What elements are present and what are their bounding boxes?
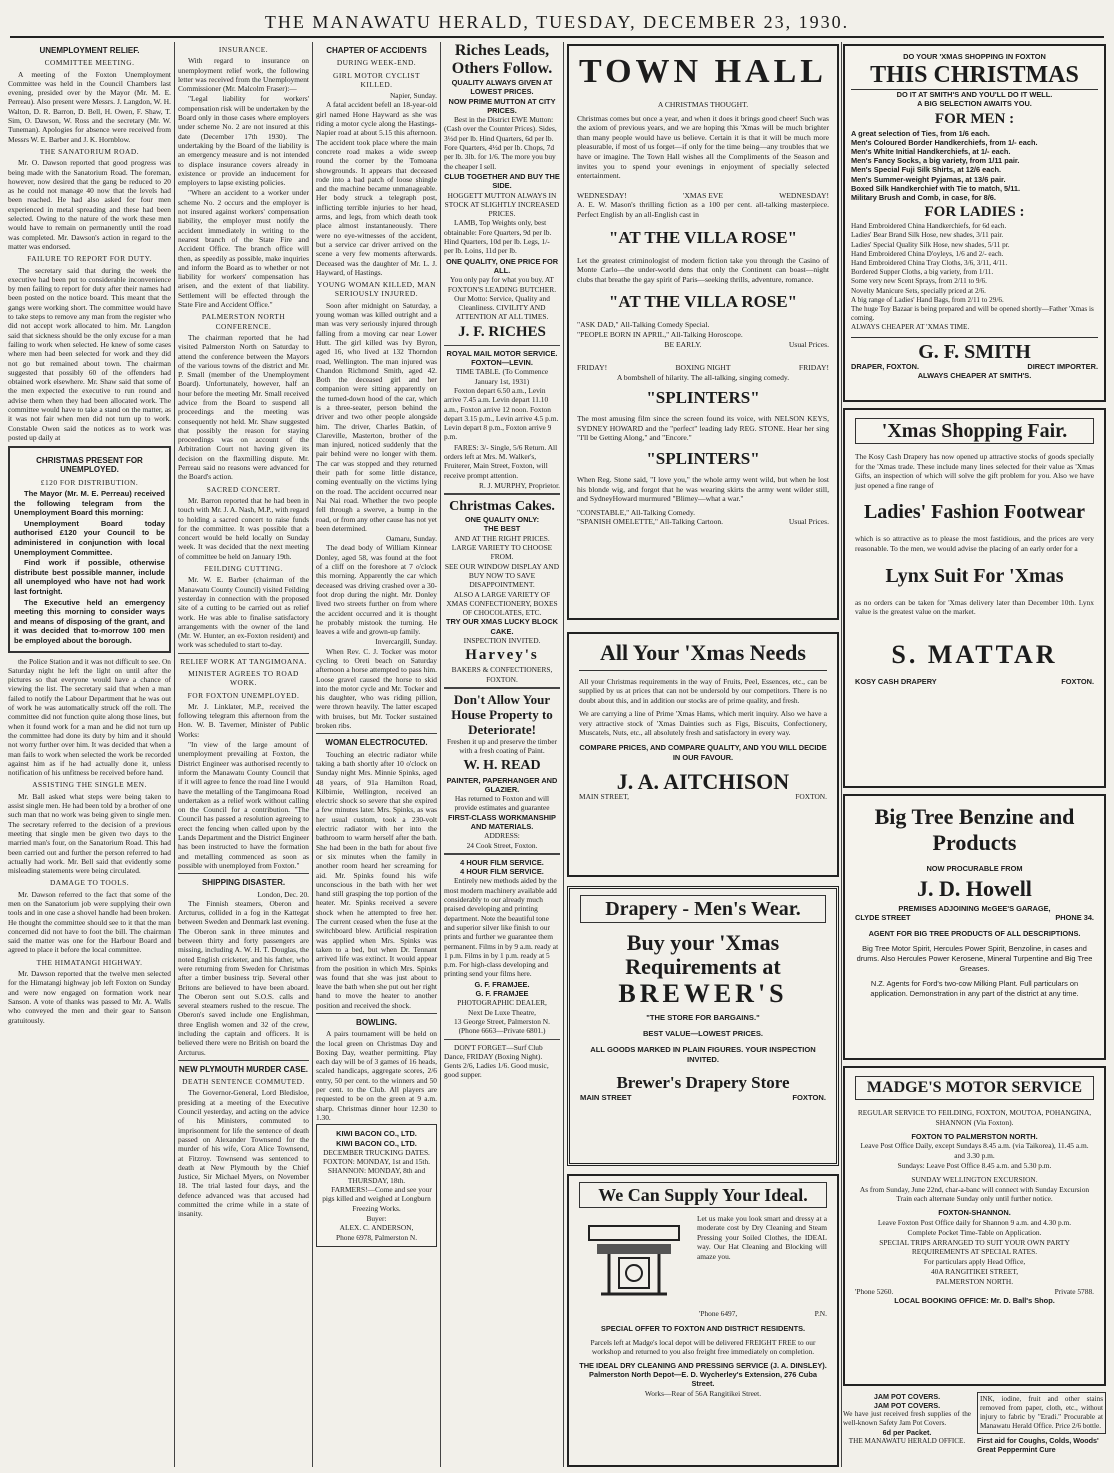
article-paragraph: Mr. Barron reported that he had been in touch with Mr. J. A. Nash, M.P., with regard to holding a sacred concert to raise funds for the committee. It was possible that a concert would be held locally on Sunday week. It was decided that the next meeting of committee be held on January 19th. bbox=[178, 495, 309, 561]
headline: NEW PLYMOUTH MURDER CASE. bbox=[178, 1064, 309, 1074]
dateline: Invercargill, Sunday. bbox=[375, 637, 437, 647]
headline: SHIPPING DISASTER. bbox=[201, 878, 286, 888]
box-paragraph: Find work if possible, otherwise distribute best possible manner, include all unemployed who have not had work last fortnight. bbox=[14, 558, 165, 596]
subhead: FAILURE TO REPORT FOR DUTY. bbox=[27, 254, 152, 264]
town-hall-subtitle: A CHRISTMAS THOUGHT. bbox=[657, 100, 749, 109]
men-item: Men's Special Fuji Silk Shirts, at 12/6 each. bbox=[851, 165, 1002, 175]
subhead: THE HIMATANGI HIGHWAY. bbox=[36, 957, 143, 967]
subhead: RELIEF WORK AT TANGIMOANA. bbox=[180, 656, 307, 666]
surf-club-notice: DON'T FORGET—Surf Club Dance, FRIDAY (Boxing Night). Gents 2/6, Ladies 1/6. Good music, good supper. bbox=[444, 1042, 549, 1080]
brewers-name: BREWER'S bbox=[618, 979, 788, 1008]
box-subtitle: £120 FOR DISTRIBUTION. bbox=[40, 477, 139, 487]
ideal-title: We Can Supply Your Ideal. bbox=[579, 1182, 827, 1208]
article-paragraph: the Police Station and it was not difficult to see. On Saturday night he left the light on until after the pictures so that everyone would have a chance of viewing the list. The secretary said that when a man failed to notify the Labour Department that he was out of work he was automatically struck off the roll. The committee did not function quite along those lines, but when it found work for a man and he did not turn up the committee had done its duty by him and it should not worry further over him. It was decided that when a man fails to work when selected the work be recorded against him as if he had actually done it, unless notification of his unfitness be received before hand. bbox=[8, 656, 171, 778]
ladies-item: The huge Toy Bazaar is being prepared and will be opened shortly—Father 'Xmas is coming. bbox=[851, 305, 1094, 323]
column-ads: Riches Leads, Others Follow. QUALITY ALWAYS GIVEN AT LOWEST PRICES. NOW PRIME MUTTON AT CITY PRICES. Best in the District EWE Mutton: (Cash over the Counter Prices). Sides, 3½d per lb. Hind Quarters, 6d per lb. Fore Quarters, 4½d per lb. Chops, 7d per lb. 3lb. for 1/6. The more you buy the cheaper I sell. CLUB TOGETHER AND BUY THE SIDE. HOGGETT MUTTON ALWAYS IN STOCK AT SLIGHTLY INCREASED PRICES. LAMB, Top Weights only, best obtainable: Fore Quarters, 9d per lb. Hind Quarters, 10d per lb. Legs, 1/- per lb. Loins, 11d per lb. ONE QUALITY, ONE PRICE FOR ALL. You only pay for what you buy. AT FOXTON'S LEADING BUTCHER. Our Motto: Service, Quality and Cleanliness. CIVILITY AND ATTENTION AT ALL TIMES. J. F. RICHES ROYAL MAIL MOTOR SERVICE. FOXTON—LEVIN. TIME TABLE. (To Commence January 1st, 1931) Foxton depart 6.50 a.m., Levin arrive 7.45 a.m. Levin depart 11.10 a.m., Foxton arrive 12 noon. Foxton depart 3.15 p.m., Levin arrive 4.5 p.m. Levin depart 8 p.m., Foxton arrive 9 p.m. FARES: 3/- Single, 5/6 Return. All orders left at Mrs. M. Walker's, Fruiterer, Main Street, Foxton, will receive prompt attention. R. J. MURPHY, Proprietor. Christmas Cakes. ONE QUALITY ONLY: THE BEST AND AT THE RIGHT PRICES. LARGE VARIETY TO CHOOSE FROM. SEE OUR WINDOW DISPLAY AND BUY NOW TO SAVE DISAPPOINTMENT. ALSO A LARGE VARIETY OF XMAS CONFECTIONERY, BOXES OF CHOCOLATES, ETC. TRY OUR XMAS LUCKY BLOCK CAKE. INSPECTION INVITED. Harvey's BAKERS & CONFECTIONERS, FOXTON. Don't Allow Your House Property to Deteriorate! Freshen it up and preserve the timber with a fresh coating of Paint. W. H. READ PAINTER, PAPERHANGER AND GLAZIER. Has returned to Foxton and will provide estimates and guarantee FIRST-CLASS WORKMANSHIP AND MATERIALS. ADDRESS: 24 Cook Street, Foxton. 4 HOUR FILM SERVICE. 4 HOUR FILM SERVICE. Entirely new methods aided by the most modern machinery available add considerably to our already much praised developing and printing department. Note the beautiful tone and superior silver like finish to our prints and further we guarantee them permanent. Films in by 9 a.m. ready at 1 p.m. Films in by 1 p.m. ready at 5 p.m. For high-class developing and printing send your films here. G. F. FRAMJEE. G. F. FRAMJEE PHOTOGRAPHIC DEALER, Next De Luxe Theatre, 13 George Street, Palmerston N. (Phone 6663—Private 6801.) DON'T FORGET—Surf Club Dance, FRIDAY (Boxing Night). Gents 2/6, Ladies 1/6. Good music, good supper. bbox=[444, 42, 560, 1080]
pressing-machine-icon bbox=[579, 1214, 689, 1309]
dinsley-ad: We Can Supply Your Ideal. Let us make you look smart and dressy at a moderate cost by Dry Cleaning and Steam Pressing your Soiled Clothes, the IDEAL way. Our Hat Cleaning and Blocking will amaze you. 'Phone 6497, P.N. SPECIAL OFFER TO FOXTON AND DISTRICT RESIDENTS. Parcels left at Madge's local depot will be delivered FREIGHT FREE to our workshop and returned to you also freight free immediately on completion. THE IDEAL DRY CLEANING AND PRESSING SERVICE (J. A. DINSLEY). Palmerston North Depot—E. D. Wycherley's Extension, 276 Cuba Street. Works—Rear of 56A Rangitikei Street. bbox=[567, 1174, 839, 1467]
smith-name: G. F. SMITH bbox=[851, 337, 1098, 362]
box-paragraph: The Mayor (Mr. M. E. Perreau) received the following telegram from the Unemployment Board this morning: bbox=[14, 489, 165, 518]
masthead: THE MANAWATU HERALD, TUESDAY, DECEMBER 23, 1930. bbox=[10, 12, 1104, 38]
article-paragraph: A pairs tournament will be held on the local green on Christmas Day and Boxing Day, weather permitting. Play each day will be of 3 games of 16 heads, scaled handicaps, aggregate scores, 2/6 entry, 50 per cent. to the winners and 50 per cent. to the Club. All players are requested to be on the green at 9 a.m. sharp. Christmas dinner hour 12.30 to 1.30. bbox=[316, 1029, 437, 1122]
column-insurance bbox=[178, 42, 309, 1467]
motor-service-title: MADGE'S MOTOR SERVICE bbox=[855, 1076, 1094, 1100]
column-rule bbox=[174, 42, 175, 1467]
ladies-list bbox=[851, 222, 1098, 332]
ladies-item: Bordered Supper Cloths, a big variety, from 1/11. bbox=[851, 268, 994, 277]
column-unemployment bbox=[8, 42, 171, 1467]
town-hall-ad: TOWN HALL A CHRISTMAS THOUGHT. Christmas comes but once a year, and when it does it brings good cheer! Such was the axiom of previous years, and we are hoping this 'Xmas will be much brighter than many people would have us believe. Certain it is that it will be much more pleasurable, if most of us forget—if only for the time being—any troubles that we have or imagine. The Town Hall wishes all the Compliments of the Season and invites you to spend your evenings in enjoyment of specially selected entertainment. WEDNESDAY! 'XMAS EVE WEDNESDAY! A. E. W. Mason's thrilling fiction as a 100 per cent. all-talking masterpiece. Perfect English by an all-English cast in "AT THE VILLA ROSE" Let the greatest criminologist of modern fiction take you through the Casino of Monte Carlo—the under-world dens that only the Continent can boast—night clubs that breathe the gay spirit of Paris—seeking thrills, adventure, romance. "AT THE VILLA ROSE" "ASK DAD," All-Talking Comedy Special. "PEOPLE BORN IN APRIL," All-Talking Horoscope. BE EARLY. Usual Prices. FRIDAY! BOXING NIGHT FRIDAY! A bombshell of hilarity. The all-talking, singing comedy. "SPLINTERS" The most amusing film since the screen found its voice, with NELSON KEYS, SYDNEY HOWARD and the "perfect" leading lady REG. STONE. Hear her sing "I'll be Getting Along," and "Encore." "SPLINTERS" When Reg. Stone said, "I love you," the whole army went wild, but when he lost his blonde wig, and forgot that he was wearing skirts the army went wilder still, and SydneyHoward murmured "Blimey—what a war." "CONSTABLE," All-Talking Comedy. "SPANISH OMELETTE," All-Talking Cartoon. Usual Prices. bbox=[567, 44, 839, 624]
shopping-fair-title: 'Xmas Shopping Fair. bbox=[855, 418, 1094, 444]
article-paragraph: A fatal accident befell an 18-year-old girl named Hone Hayward as she was riding a motor cycle along the Hastings-Napier road at about 5.15 this afternoon. The accident took place where the main concrete road makes a wide sweep round the corner by the Tomoana showgrounds. It appears that deceased rode into a bad patch of loose shingle and the machine became unmanageable. Her body struck a telegraph post, inflicting terrible injuries to her head, arms, and legs, from which death took place almost instantaneously. There were no eye-witnesses of the accident, but a service car driver arrived on the scene a very few moments afterwards. Deceased was the daughter of Mr. L. J. Hayward, of Hastings. bbox=[316, 100, 437, 277]
column-accidents bbox=[316, 42, 437, 1467]
subhead: MINISTER AGREES TO ROAD WORK. bbox=[188, 669, 299, 688]
article-paragraph: Mr. Dawson referred to the fact that some of the men on the Sanatorium job were supplying their own tools and in one case a shovel handle had been broken. He thought the committee should see to it that the man concerned did not have to foot the bill. The chairman said the matter was one for the Harbour Board and agreed to place it before the local committee. bbox=[8, 889, 171, 955]
ladies-item: Ladies' Bear Brand Silk Hose, new shades, 3/11 pair. bbox=[851, 231, 1004, 240]
box-paragraph: Unemployment Board today authorised £120 your Council to be administered in conjunction with local Unemployment Committee. bbox=[14, 518, 165, 557]
splinters-title: "SPLINTERS" bbox=[646, 388, 760, 408]
article-paragraph: The Finnish steamers, Oberon and Arcturus, collided in a fog in the Kattegat between Sweden and Denmark last evening. The Oberon sank in three minutes and between thirty and forty passengers are missing, including A. W. H. T. Douglas, the noted English cricketer, and his father, who were returning from Sweden for Christmas after a timber business trip. Several other Britons are believed to have been aboard. The Oberon sent out S.O.S. calls and several steamers rushed to the rescue. The Oberon's saved include one Englishman, three English women and 32 of the crew, including the captain and officers. It is believed there were no British on board the Arcturus. bbox=[178, 898, 309, 1057]
ladies-item: Hand Embroidered China D'oyleys, 1/6 and 2/- each. bbox=[851, 249, 1004, 258]
article-paragraph: The chairman reported that he had visited Palmerston North on Saturday to attend the conference between the Mayors of the various towns of the district and Mr. P. Small (member of the Unemployment Board). Unfortunately, however, half an hour before the meeting Mr. Small received advice from the Board to suspend all proceedings and the meeting was consequently not held. Mr. Shaw suggested that possibly the reason for staying proceedings was on account of the Arbitration Court not having given its decision on the flaxmilling dispute. Mr. Perreau said no reasons were advanced for the Board's action. bbox=[178, 332, 309, 482]
article-paragraph: Soon after midnight on Saturday, a young woman was killed outright and a man was very seriously injured through falling from a moving car near Lower Hutt. The girl killed was Ivy Byron, aged 16, who lived at 132 Thorndon road, Wellington. The man injured was Chandon Richmond Smith, aged 42. Both the deceased girl and her companion were sitting apparently on the turned-down hood of the car, which is a three-seater, person behind the driver and two other people alongside him. The driver, Charles Batkin, of Clareville, Masterton, brother of the man injured, noticed suddenly that the pair behind were no longer with them. The car was stopped and they returned their path for some little distance, coming eventually on the victims lying on the road. The accident occurred near Nai Nai road. Whether the two people fell through a swerve, a bump in the road, or from any other cause has not yet been determined. bbox=[316, 300, 437, 533]
christmas-present-box bbox=[8, 446, 171, 652]
article-paragraph: Mr. Dawson reported that the twelve men selected for the Himatangi highway job left Foxton on Sunday and were now engaged on formation work near Sanson. A vote of thanks was passed to Mr. A. Walls who conveyed the men and their gear to Sanson gratuitously. bbox=[8, 969, 171, 1025]
aitchison-ad: All Your 'Xmas Needs All your Christmas requirements in the way of Fruits, Peel, Essences, etc., can be supplied by us at prices that can not be undersold by our competitors. There is no doubt about this, and in addition our stocks are of prime quality, and fresh. We are carrying a line of Prime 'Xmas Hams, which merit inquiry. Also we have a very attractive stock of 'Xmas Dainties such as Figs, Biscuits, Confectionery, Muscatels, Nuts, etc., all absolutely fresh and satisfactory in every way. COMPARE PRICES, AND COMPARE QUALITY, AND YOU WILL DECIDE IN OUR FAVOUR. J. A. AITCHISON MAIN STREET, FOXTON. bbox=[567, 632, 839, 877]
article-paragraph: When Rev. C. J. Tocker was motor cycling to Oreti beach on Saturday afternoon a horse attempted to pass him. Loose gravel caused the horse to skid into the motor cycle and Mr. Tocker and his daughter, who was riding pillion, were thrown heavily. The latter escaped with bruises, but Mr. Tocker sustained broken ribs. bbox=[316, 646, 437, 731]
paint-title: Don't Allow Your House Property to Deteriorate! bbox=[451, 691, 553, 737]
box-paragraph: The Executive held an emergency meeting this morning to consider ways and means of disposing of the grant, and it was decided that to-morrow 100 men be employed about the borough. bbox=[14, 597, 165, 645]
benzine-title: Big Tree Benzine and Products bbox=[874, 804, 1075, 855]
headline: BOWLING. bbox=[356, 1017, 397, 1027]
article-paragraph: "In view of the large amount of unemployment prevailing at Foxton, the District Engineer was authorised recently to inform the Manawatu County Council that if it will agree to fence the road line I would have the metalling of the Tangimoana Road undertaken as a relief work without calling on the Council for a contribution. "The Council has passed a resolution agreeing to erect the fencing when called upon by the Lands Department and the District Engineer has been instructed to have the formation and metalling commenced as soon as possible with unemployed from Foxton." bbox=[178, 740, 309, 870]
riches-title: Riches Leads, Others Follow. bbox=[451, 42, 553, 77]
subhead: COMMITTEE MEETING. bbox=[44, 58, 135, 68]
aitchison-name: J. A. AITCHISON bbox=[616, 769, 790, 795]
villa-rose-title: "AT THE VILLA ROSE" bbox=[608, 227, 798, 247]
ladies-item: Ladies' Special Quality Silk Hose, new shades, 5/11 pr. bbox=[851, 240, 1010, 249]
villa-rose-title: "AT THE VILLA ROSE" bbox=[608, 292, 798, 312]
ladies-item: Hand Embroidered China Tray Cloths, 3/6, 3/11, 4/11. bbox=[851, 259, 1008, 268]
ink-stain-ad: INK, iodine, fruit and other stains removed from paper, cloth, etc., without injury to fabric by "Eradi." Procurable at Manawatu Herald Office. Price 2/6 bottle. First aid for Coughs, Colds, Woods' Great Peppermint Cure bbox=[977, 1392, 1106, 1468]
splinters-title: "SPLINTERS" bbox=[646, 449, 760, 469]
men-item: Boxed Silk Handkerchief with Tie to match, 5/11. bbox=[851, 183, 1021, 193]
brewer-ad: Drapery - Men's Wear. Buy your 'Xmas Requirements at BREWER'S "THE STORE FOR BARGAINS." BEST VALUE—LOWEST PRICES. ALL GOODS MARKED IN PLAIN FIGURES. YOUR INSPECTION INVITED. Brewer's Drapery Store MAIN STREET FOXTON. bbox=[567, 886, 839, 1166]
jam-pot-ad: JAM POT COVERS. JAM POT COVERS. We have just received fresh supplies of the well-known Safety Jam Pot Covers. 6d per Packet. THE MANAWATU HERALD OFFICE. bbox=[843, 1392, 971, 1445]
men-item: Men's Summer-weight Pyjamas, at 13/6 pair. bbox=[851, 174, 1006, 184]
footwear-heading: Ladies' Fashion Footwear bbox=[863, 501, 1086, 524]
subhead: YOUNG WOMAN KILLED, MAN SERIOUSLY INJURED. bbox=[317, 280, 436, 299]
article-paragraph: With regard to insurance on unemployment relief work, the following letter was received from the Unemployment Commissioner (Mr. Malcolm Fraser):— bbox=[178, 56, 309, 94]
ladies-item: Novelty Manicure Sets, specially priced at 2/6. bbox=[851, 286, 986, 295]
riches-name: J. F. RICHES bbox=[458, 323, 546, 340]
article-paragraph: Mr. O. Dawson reported that good progress was being made with the Sanatorium Road. The foreman, however, now desired that the gang be reduced to 20 as he could not manage 40 now that the levels had been reached. He had also asked for four men experienced in metal spreading and these had been selected. Owing to the nature of the work these men would have to remain on permanently until the road was completed. Mr. Dawson's action in regard to the matter was endorsed. bbox=[8, 158, 171, 251]
column-rule bbox=[841, 42, 842, 1467]
dateline: Napier, Sunday. bbox=[389, 91, 437, 101]
column-rule bbox=[440, 42, 441, 1467]
subhead: INSURANCE. bbox=[218, 45, 269, 54]
ladies-item: Some very new Scent Sprays, from 2/11 to 9/6. bbox=[851, 277, 987, 286]
town-hall-title: TOWN HALL bbox=[579, 53, 827, 90]
harveys-name: Harvey's bbox=[465, 647, 539, 664]
article-paragraph: The Governor-General, Lord Bledisloe, presiding at a meeting of the Executive Council yesterday, and acting on the advice of his Ministers, commuted to imprisonment for life the sentence of death passed on Alexander Townsend for the murder of his wife, Cora Alice Townsend, at Fitzroy. Townsend was sentenced to death at New Plymouth by the Chief Justice, Sir Michael Myers, on November 18. The trial lasted four days, and the defence advanced was that accused had committed the crime while in a state of insanity. bbox=[178, 1088, 309, 1219]
article-paragraph: "Where an accident to a worker under scheme No. 2 occurs and the employer is not insured against workers' compensation liability, the employer must notify the accident immediately in writing to the nearest branch of the State Fire and Accident Office. The branch office will then, as speedily as possible, make inquiries and inform the Board as to whether or not liability for workers' compensation has arisen, and the extent of that liability. Settlement will be effected through the State Fire and Accident Office." bbox=[178, 188, 309, 310]
drapery-title: Drapery - Men's Wear. bbox=[580, 895, 826, 923]
subhead: PALMERSTON NORTH CONFERENCE. bbox=[201, 312, 286, 331]
article-paragraph: Mr. Ball asked what steps were being taken to assist single men. He had been told by a brother of one such man that no work was being given to single men. The secretary referred to the decision of a previous meeting that single men be given two days to the married man's four, on the Sanatorium Road. This had been carried out and further the person referred to had actually had work. Mr. Bell said that evidently some misleading statements were being circulated. bbox=[8, 791, 171, 876]
article-paragraph: Touching an electric radiator while taking a bath shortly after 10 o'clock on Sunday night Mrs. Minnie Spinks, aged 48 years, of 91a Hamilton Road, Kilbirnie, Wellington, received an electric shock so severe that she expired a few minutes later. Mrs. Spinks, as was her usual custom, took a 230-volt electric radiator with her into the bathroom to warm herself after the bath. She had been in the bath for about five or six minutes when the family in another room heard her screaming for aid. Mr. Spinks found his wife unconscious in the bath with her wet hand still grasping the top portion of the heater. Mr. Spinks received a severe shock when he attempted to free her. The current ceased when the fuse at the switchboard blew. Artificial respiration was applied when Mrs. Spinks was taken to a bed, but when Dr. Tennant arrived life was extinct. It would appear from the position in which Mrs. Spinks was found that she was just about to leave the bath when she put out her right hand to move the heater to another position and received the shock. bbox=[316, 749, 437, 1010]
dateline: London, Dec. 20. bbox=[257, 889, 309, 899]
men-item: Military Brush and Comb, in case, for 8/6. bbox=[851, 193, 996, 203]
box-title: CHRISTMAS PRESENT FOR UNEMPLOYED. bbox=[36, 456, 143, 475]
this-christmas-title: THIS CHRISTMAS bbox=[851, 61, 1098, 90]
subhead: GIRL MOTOR CYCLIST KILLED. bbox=[332, 70, 421, 89]
smith-ad: DO YOUR 'XMAS SHOPPING IN FOXTON THIS CHRISTMAS DO IT AT SMITH'S AND YOU'LL DO IT WELL. A BIG SELECTION AWAITS YOU. FOR MEN : A great selection of Ties, from 1/6 each. Men's Coloured Border Handkerchiefs, from 1/- each. Men's White Initial Handkerchiefs, at 1/- each. Men's Fancy Socks, a big variety, from 1/11 pair. Men's Special Fuji Silk Shirts, at 12/6 each. Men's Summer-weight Pyjamas, at 13/6 pair. Boxed Silk Handkerchief with Tie to match, 5/11. Military Brush and Comb, in case, for 8/6. FOR LADIES : Hand Embroidered China Handkerchiefs, for 6d each. Ladies' Bear Brand Silk Hose, new shades, 3/11 pair. Ladies' Special Quality Silk Hose, new shades, 5/11 pr. Hand Embroidered China D'oyleys, 1/6 and 2/- each. Hand Embroidered China Tray Cloths, 3/6, 3/11, 4/11. Bordered Supper Cloths, a big variety, from 1/11. Some very new Scent Sprays, from 2/11 to 9/6. Novelty Manicure Sets, specially priced at 2/6. A big range of Ladies' Hand Bags, from 2/11 to 29/6. The huge Toy Bazaar is being prepared and will be opened shortly—Father 'Xmas is coming. ALWAYS CHEAPER AT 'XMAS TIME. G. F. SMITH DRAPER, FOXTON. DIRECT IMPORTER. ALWAYS CHEAPER AT SMITH'S. bbox=[843, 44, 1106, 402]
men-item: Men's White Initial Handkerchiefs, at 1/- each. bbox=[851, 147, 1011, 157]
article-paragraph: A meeting of the Foxton Unemployment Committee was held in the Council Chambers last evening, presided over by the Mayor (Mr. M. E. Perreau). Also present were Messrs. J. Langdon, W. H. Walton, D. R. Barron, D. Bell, H. Owen, F. Shaw, T. Sim, O. Dawson, W. Ross and the secretary (Mr. W. Tuneman). Apologies for absence were received from Messrs W. E. Barber and J. K. Hornblow. bbox=[8, 69, 171, 144]
article-paragraph: Mr. W. E. Barber (chairman of the Manawatu County Council) visited Feilding yesterday in connection with the proposed site of a cutting to be carried out as relief work. He was able to finalise satisfactory arrangements with the owner of the land (Mr. W. Hunter, an ex-Foxton resident) and work was scheduled to start to-day. bbox=[178, 575, 309, 650]
mattar-ad: 'Xmas Shopping Fair. The Kosy Cash Drapery has now opened up attractive stocks of goods specially for the 'Xmas trade. These include many lines selected for their value as 'Xmas Gifts, an inspection of which will solve the gift problem for you. Also we have just opened a fine range of Ladies' Fashion Footwear which is so attractive as to please the most fastidious, and the prices are very reasonable. To the men, we would advise the placing of an early order for a Lynx Suit For 'Xmas as no orders can be taken for 'Xmas delivery later than December 10th. Lynx value is the greatest value on the market. S. MATTAR KOSY CASH DRAPERY FOXTON. bbox=[843, 408, 1106, 788]
subhead: DURING WEEK-END. bbox=[336, 58, 417, 68]
subhead: DAMAGE TO TOOLS. bbox=[49, 878, 130, 888]
ladies-item: Hand Embroidered China Handkerchiefs, for 6d each. bbox=[851, 222, 1007, 231]
article-paragraph: Mr. J. Linklater, M.P., received the following telegram this afternoon from the Hon. W. B. Taverner, Minister of Public Works: bbox=[178, 701, 309, 739]
men-item: A great selection of Ties, from 1/6 each. bbox=[851, 128, 990, 138]
article-paragraph: The secretary said that during the week the executive had been put to considerable inconvenience by men failing to report for duty after their names had been posted on the notice board. This meant that the gangs were working short. The committee would have to take steps to remove any man from the register who did not accept work allocated to him. Mr. Langdon said that sickness should be the only excuse for a man failing to work when selected. He knew of some cases where men had been selected for work and they did not go but remained about town. The chairman suggested that possibly 60 of the offenders had obtained work elsewhere. Mr. Shaw said that some of the men expected the executive to run round and advise them when they had been allocated work. The committee would have to take a stand on the matter, as it was not fair when men did not turn up to work. Constable Owen said the notices as to work was posted up daily at bbox=[8, 265, 171, 442]
ladies-item: ALWAYS CHEAPER AT 'XMAS TIME. bbox=[851, 323, 970, 332]
column-rule bbox=[312, 42, 313, 1467]
column-rule bbox=[563, 42, 564, 1467]
article-paragraph: "Legal liability for workers' compensation risk will be undertaken by the Board only in those cases where employers under scheme No. 2 are not insured at this date (December 17th 1930). The undertaking by the Board of the liability is an emergency measure and is not intended to displace insurance covers already in existence or provide an inducement for employers to lapse existing policies. bbox=[178, 94, 309, 188]
headline: WOMAN ELECTROCUTED. bbox=[325, 738, 428, 748]
men-list bbox=[851, 129, 1098, 203]
subhead: THE SANATORIUM ROAD. bbox=[39, 146, 140, 156]
subhead: SACRED CONCERT. bbox=[206, 484, 281, 494]
dateline: Oamaru, Sunday. bbox=[385, 534, 437, 544]
ladies-item: A big range of Ladies' Hand Bags, from 2/11 to 29/6. bbox=[851, 295, 1004, 304]
cakes-title: Christmas Cakes. bbox=[449, 499, 555, 515]
mattar-name: S. MATTAR bbox=[891, 639, 1058, 669]
read-name: W. H. READ bbox=[463, 757, 541, 773]
howell-ad: Big Tree Benzine and Products NOW PROCURABLE FROM J. D. Howell PREMISES ADJOINING McGEE'S GARAGE, CLYDE STREET PHONE 34. AGENT FOR BIG TREE PRODUCTS OF ALL DESCRIPTIONS. Big Tree Motor Spirit, Hercules Power Spirit, Benzoline, in cases and drums. Also Hercules Power Kerosene, Mineral Turpentine and Big Tree Greases. N.Z. Agents for Ford's two-cow Milking Plant. Full particulars on application. Demonstration in any part of the district at any time. bbox=[843, 794, 1106, 1060]
subhead: FOR FOXTON UNEMPLOYED. bbox=[187, 690, 300, 700]
men-item: Men's Fancy Socks, a big variety, from 1/11 pair. bbox=[851, 156, 1020, 166]
subhead: ASSISTING THE SINGLE MEN. bbox=[32, 780, 147, 790]
men-item: Men's Coloured Border Handkerchiefs, from 1/- each. bbox=[851, 137, 1038, 147]
xmas-needs-title: All Your 'Xmas Needs bbox=[579, 640, 827, 671]
madge-ad: MADGE'S MOTOR SERVICE REGULAR SERVICE TO FEILDING, FOXTON, MOUTOA, POHANGINA, SHANNON (Via Foxton). FOXTON TO PALMERSTON NORTH. Leave Post Office Daily, except Sundays 8.45 a.m. (via Taikorea), 11.45 a.m. and 3.30 p.m. Sundays: Leave Post Office 8.45 a.m. and 5.30 p.m. SUNDAY WELLINGTON EXCURSION. As from Sunday, June 22nd, char-a-banc will connect with Sunday Excursion Train each alternate Sunday only until further notice. FOXTON-SHANNON. Leave Foxton Post Office daily for Shannon 9 a.m. and 4.30 p.m. Complete Pocket Time-Table on Application. SPECIAL TRIPS ARRANGED TO SUIT YOUR OWN PARTY REQUIREMENTS AT SPECIAL RATES. For particulars apply Head Office, 40A RANGITIKEI STREET, PALMERSTON NORTH. 'Phone 5260. Private 5788. LOCAL BOOKING OFFICE: Mr. D. Ball's Shop. bbox=[843, 1066, 1106, 1386]
headline: UNEMPLOYMENT RELIEF. bbox=[39, 46, 140, 55]
article-paragraph: The dead body of William Kinnear Donley, aged 58, was found at the foot of a cliff on the foreshore at 7 o'clock this morning. Apparently the car which deceased was driving crashed over a 30-foot drop during the night. Mr. Donley lived two streets further on from where the accident occurred and it is thought he probably mistook the turning. He leaves a wife and grown-up family. bbox=[316, 543, 437, 637]
subhead: DEATH SENTENCE COMMUTED. bbox=[182, 1077, 305, 1087]
lynx-suit-heading: Lynx Suit For 'Xmas bbox=[885, 564, 1064, 587]
howell-name: J. D. Howell bbox=[917, 875, 1032, 901]
kiwi-bacon-ad: KIWI BACON CO., LTD. KIWI BACON CO., LTD. DECEMBER TRUCKING DATES. FOXTON: MONDAY, 1st and 15th. SHANNON: MONDAY, 8th and THURSDAY, 18th. FARMERS!—Come and see your pigs killed and weighed at Longburn Freezing Works. Buyer: ALEX. C. ANDERSON, Phone 6978, Palmerston N. bbox=[316, 1124, 437, 1247]
headline: CHAPTER OF ACCIDENTS bbox=[326, 46, 427, 55]
subhead: FEILDING CUTTING. bbox=[204, 564, 283, 574]
